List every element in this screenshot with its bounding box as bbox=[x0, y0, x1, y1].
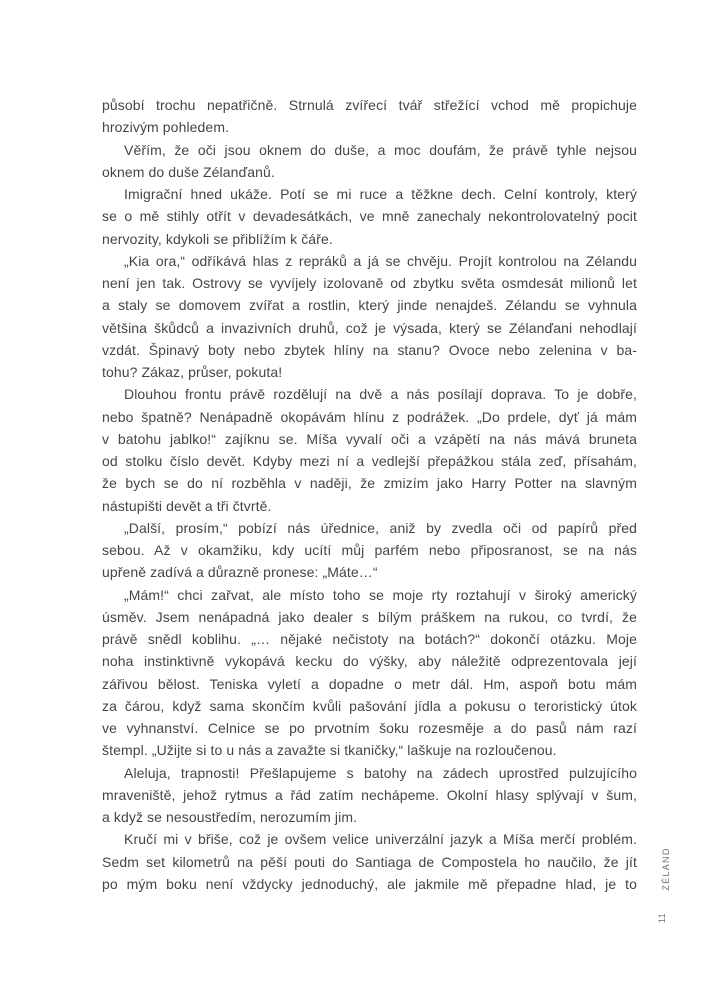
text-line: „Další, prosím,“ pobízí nás úřednice, aniž by zvedla oči od papírů před bbox=[124, 519, 637, 536]
paragraph bbox=[102, 584, 637, 762]
text-line: po mým boku není vždycky jednoduchý, ale jakmile mě přepadne hlad, je to bbox=[102, 875, 637, 892]
text-line: úsměv. Jsem nenápadná jako dealer s bílým práškem na rukou, co tvrdí, že bbox=[102, 608, 637, 625]
text-line: od stolku číslo devět. Kdyby mezi ní a vedlejší přepážkou stála zeď, přísahám, bbox=[102, 453, 637, 469]
text-line: „Mám!“ chci zařvat, ale místo toho se moje rty roztahují v široký americký bbox=[124, 586, 637, 603]
text-line: noha instinktivně vykopává kecku do výšky, aby náležitě odprezentovala její bbox=[102, 653, 637, 670]
text-line: mraveniště, jehož rytmus a řád zatím nechápeme. Okolní hlasy splývají v šum, bbox=[102, 786, 637, 803]
text-line: nebo špatně? Nenápadně okopávám hlínu z podrážek. „Do prdele, dyť já mám bbox=[102, 408, 637, 425]
text-line: působí trochu nepatřičně. Strnulá zvířecí tvář střežící vchod mě propichuje bbox=[102, 97, 637, 113]
text-line: a když se nesoustředím, nerozumím jim. bbox=[102, 809, 358, 825]
body-text bbox=[102, 94, 637, 895]
text-line: upřeně zadívá a důrazně pronese: „Máte…“ bbox=[102, 564, 378, 581]
text-line: vzdát. Špinavý boty nebo zbytek hlíny na stanu? Ovoce nebo zelenina v ba- bbox=[102, 341, 637, 358]
text-line: oknem do duše Zélanďanů. bbox=[102, 163, 275, 180]
text-line: se o mě stihly otřít v devadesátkách, ve mně zanechaly nekontrolovatelný pocit bbox=[102, 208, 637, 225]
text-line: že bych se do ní rozběhla v naději, že zmizím jako Harry Potter na slavným bbox=[102, 475, 637, 492]
text-line: zářivou bělost. Teniska vyletí a dopadne o metr dál. Hm, aspoň botu mám bbox=[102, 675, 637, 692]
text-line: a staly se domovem zvířat a rostlin, který jinde nenajdeš. Zélandu se vyhnula bbox=[102, 297, 637, 314]
paragraph bbox=[102, 762, 637, 829]
paragraph bbox=[102, 250, 637, 384]
text-line: hrozivým pohledem. bbox=[102, 119, 230, 136]
text-line: štempl. „Užijte si to u nás a zavažte si tkaničky,“ laškuje na rozloučenou. bbox=[102, 742, 557, 759]
text-line: ve vyhnanství. Celnice se po prvotním šoku rozesměje a do pasů nám razí bbox=[102, 720, 637, 736]
text-line: většina škůdců a invazivních druhů, což je výsada, který se Zélanďani nehodlají bbox=[102, 319, 637, 336]
text-line: tohu? Zákaz, průser, pokuta! bbox=[102, 364, 283, 380]
paragraph bbox=[102, 828, 637, 895]
text-line: za čárou, když sama skončím kvůli pašování jídla a pokusu o teroristický útok bbox=[102, 697, 637, 714]
text-line: Dlouhou frontu právě rozdělují na dvě a nás posílají doprava. To je dobře, bbox=[124, 386, 637, 403]
text-line: „Kia ora,“ odříkává hlas z repráků a já se chvěju. Projít kontrolou na Zélandu bbox=[124, 252, 637, 269]
paragraph bbox=[102, 139, 637, 184]
text-line: Imigrační hned ukáže. Potí se mi ruce a těžkne dech. Celní kontroly, který bbox=[124, 186, 637, 202]
text-line: Sedm set kilometrů na pěší pouti do Santiaga de Compostela ho naučilo, že jít bbox=[102, 853, 637, 870]
chapter-margin-label: ZÉLAND bbox=[661, 847, 671, 891]
text-line: není jen tak. Ostrovy se vyvíjely izolovaně od zbytku světa osmdesát milionů let bbox=[102, 275, 637, 291]
text-line: sebou. Až v okamžiku, kdy ucítí můj parfém nebo připosranost, se na nás bbox=[102, 542, 637, 558]
text-line: Aleluja, trapnosti! Přešlapujeme s batohy na zádech uprostřed pulzujícího bbox=[124, 764, 637, 781]
text-line: v batohu jablko!“ zajíknu se. Míša vyvalí oči a vzápětí na nás mává bruneta bbox=[102, 430, 637, 447]
text-line: nervozity, kdykoli se přiblížím k čáře. bbox=[102, 230, 333, 247]
paragraph bbox=[102, 183, 637, 250]
page-number: 11 bbox=[657, 912, 667, 924]
text-line: Kručí mi v břiše, což je ovšem velice univerzální jazyk a Míša merčí problém. bbox=[124, 831, 637, 848]
text-line: nástupišti devět a tři čtvrtě. bbox=[102, 497, 272, 514]
paragraph bbox=[102, 517, 637, 584]
paragraph bbox=[102, 383, 637, 517]
text-line: právě snědl koblihu. „… nějaké nečistoty na botách?“ dokončí otázku. Moje bbox=[102, 631, 637, 647]
text-line: Věřím, že oči jsou oknem do duše, a moc doufám, že právě tyhle nejsou bbox=[124, 141, 637, 158]
paragraph bbox=[102, 94, 637, 139]
